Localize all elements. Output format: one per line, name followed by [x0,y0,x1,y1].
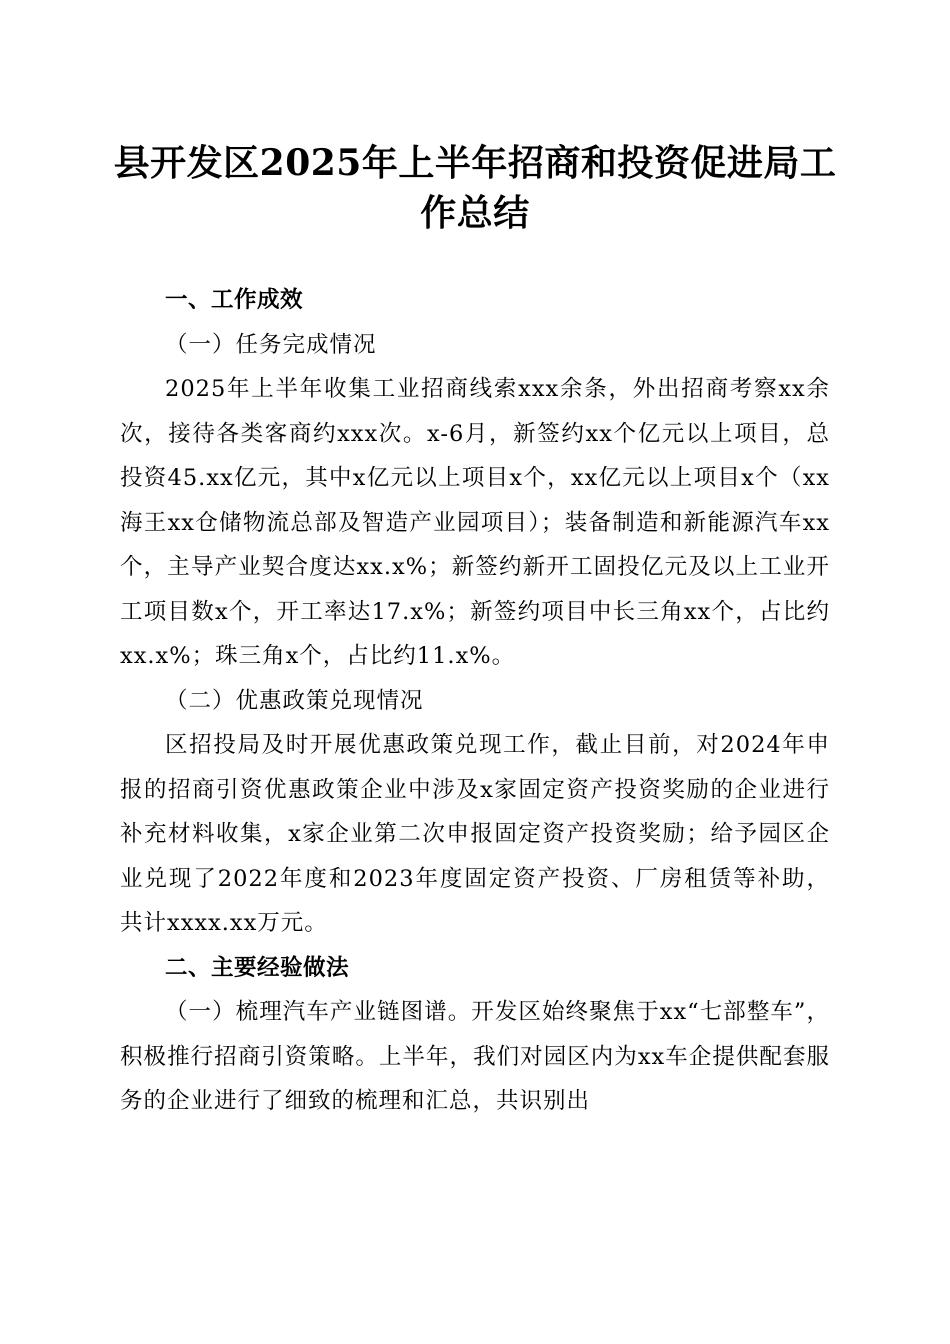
section-heading-achievements: 一、工作成效 [165,287,304,313]
paragraph-task-completion: 2025年上半年收集工业招商线索xxx余条，外出招商考察xx余次，接待各类客商约xxx次。x-6月，新签约xx个亿元以上项目，总投资45.xx亿元，其中x亿元以上项目x个，xx亿元以上项目x个（xx海王xx仓储物流总部及智造产业园项目）；装备制造和新能源汽车xx个，主导产业契合度达xx.x%；新签约新开工固投亿元及以上工业开工项目数x个，开工率达17.x%；新签约项目中长三角xx个，占比约xx.x%；珠三角x个，占比约11.x%。 [120,376,830,669]
paragraph-industry-chain: （一）梳理汽车产业链图谱。开发区始终聚焦于xx“七部整车”，积极推行招商引资策略。上半年，我们对园区内为xx车企提供配套服务的企业进行了细致的梳理和汇总，共识别出 [120,999,830,1114]
section-heading-experience: 二、主要经验做法 [165,954,350,981]
paragraph-policy-fulfillment: 区招投局及时开展优惠政策兑现工作，截止目前，对2024年申报的招商引资优惠政策企业中涉及x家固定资产投资奖励的企业进行补充材料收集，x家企业第二次申报固定资产投资奖励；给予园区企业兑现了2022年度和2023年度固定资产投资、厂房租赁等补助，共计xxxx.xx万元。 [120,732,830,936]
document-body [120,278,830,1124]
subsection-heading-policy-fulfillment: （二）优惠政策兑现情况 [165,687,424,714]
subsection-heading-task-completion: （一）任务完成情况 [165,331,377,358]
document-title: 县开发区2025年上半年招商和投资促进局工作总结 [113,142,837,234]
